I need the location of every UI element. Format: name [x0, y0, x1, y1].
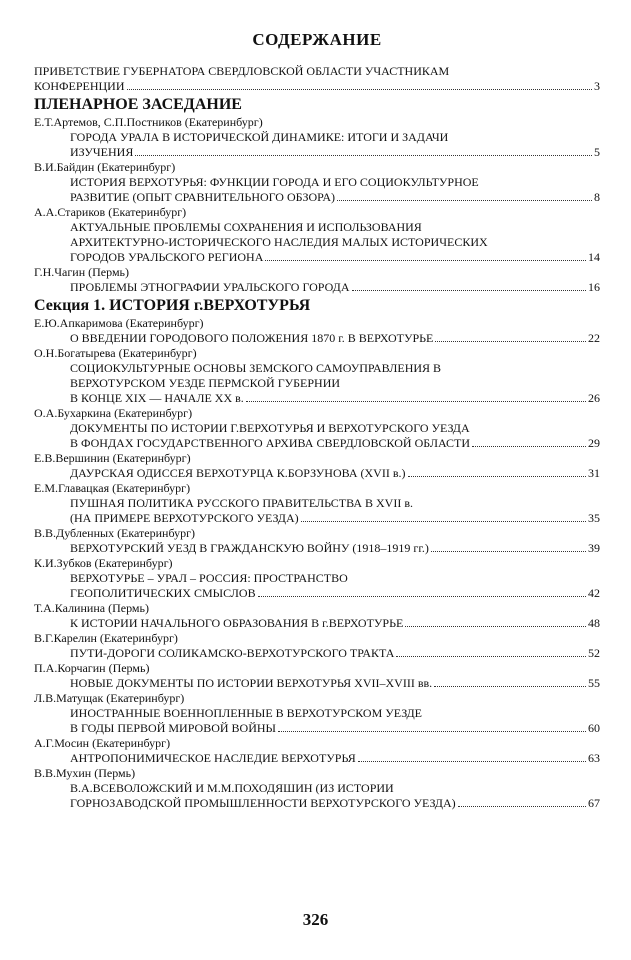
entry-page-number: 14: [588, 250, 600, 264]
entry-author: А.А.Стариков (Екатеринбург): [34, 205, 187, 219]
entry-title-line: ПУТИ-ДОРОГИ СОЛИКАМСКО-ВЕРХОТУРСКОГО ТРАКТА: [70, 646, 395, 660]
leader-dots: [431, 551, 586, 552]
entry-author: О.А.Бухаркина (Екатеринбург): [34, 406, 193, 420]
entry-title-line: НОВЫЕ ДОКУМЕНТЫ ПО ИСТОРИИ ВЕРХОТУРЬЯ XVII–XVIII вв.: [70, 676, 433, 690]
toc-entry: [34, 706, 600, 736]
entry-author: В.Г.Карелин (Екатеринбург): [34, 631, 178, 645]
entry-title-line: ДАУРСКАЯ ОДИССЕЯ ВЕРХОТУРЦА К.БОРЗУНОВА (XVII в.): [70, 466, 406, 480]
toc-entry: [34, 781, 600, 811]
entry-title-line: КОНФЕРЕНЦИИ: [34, 79, 125, 93]
leader-dots: [258, 596, 586, 597]
leader-dots: [434, 686, 586, 687]
entry-title-line: О ВВЕДЕНИИ ГОРОДОВОГО ПОЛОЖЕНИЯ 1870 г. В ВЕРХОТУРЬЕ: [70, 331, 434, 345]
entry-title-row: [70, 190, 600, 205]
entry-page-number: 22: [588, 331, 600, 345]
entry-page-number: 31: [588, 466, 600, 480]
entry-title-line: ВЕРХОТУРСКОМ УЕЗДЕ ПЕРМСКОЙ ГУБЕРНИИ: [70, 376, 341, 390]
entry-title-line: ИЗУЧЕНИЯ: [70, 145, 134, 159]
entry-author: Е.Ю.Апкаримова (Екатеринбург): [34, 316, 204, 330]
entry-title-row: [70, 751, 600, 766]
entry-title-line: В.А.ВСЕВОЛОЖСКИЙ И М.М.ПОХОДЯШИН (ИЗ ИСТОРИИ: [70, 781, 394, 795]
entry-page-number: 26: [588, 391, 600, 405]
toc-entry: [34, 175, 600, 205]
entry-author: Е.Т.Артемов, С.П.Постников (Екатеринбург): [34, 115, 263, 129]
entry-author: В.В.Мухин (Пермь): [34, 766, 136, 780]
entry-title-line: АРХИТЕКТУРНО-ИСТОРИЧЕСКОГО НАСЛЕДИЯ МАЛЫХ ИСТОРИЧЕСКИХ: [70, 235, 488, 249]
entry-page-number: 5: [594, 145, 600, 159]
toc-entry: [34, 751, 600, 766]
entry-author: В.В.Дубленных (Екатеринбург): [34, 526, 196, 540]
entry-title-row: [70, 586, 600, 601]
leader-dots: [246, 401, 586, 402]
leader-dots: [337, 200, 592, 201]
entry-title-row: [70, 280, 600, 295]
entry-title-row: [70, 511, 600, 526]
leader-dots: [435, 341, 586, 342]
entry-title-line: (НА ПРИМЕРЕ ВЕРХОТУРСКОГО УЕЗДА): [70, 511, 299, 525]
leader-dots: [408, 476, 586, 477]
toc-entry: [34, 361, 600, 406]
toc-entry: [34, 676, 600, 691]
leader-dots: [358, 761, 586, 762]
entry-title-line: ПРИВЕТСТВИЕ ГУБЕРНАТОРА СВЕРДЛОВСКОЙ ОБЛАСТИ УЧАСТНИКАМ: [34, 64, 450, 78]
section-heading: Секция 1. ИСТОРИЯ г.ВЕРХОТУРЬЯ: [34, 297, 311, 314]
entry-title-line: АНТРОПОНИМИЧЕСКОЕ НАСЛЕДИЕ ВЕРХОТУРЬЯ: [70, 751, 356, 765]
entry-page-number: 35: [588, 511, 600, 525]
entry-author: А.Г.Мосин (Екатеринбург): [34, 736, 171, 750]
toc-entry: [34, 220, 600, 265]
entry-title-row: [70, 331, 600, 346]
leader-dots: [396, 656, 586, 657]
entry-author: Е.М.Главацкая (Екатеринбург): [34, 481, 191, 495]
entry-title-line: К ИСТОРИИ НАЧАЛЬНОГО ОБРАЗОВАНИЯ В г.ВЕРХОТУРЬЕ: [70, 616, 404, 630]
entry-author: Л.В.Матущак (Екатеринбург): [34, 691, 185, 705]
toc-entry: [34, 616, 600, 631]
entry-title-row: [70, 616, 600, 631]
entry-title-line: ГОРНОЗАВОДСКОЙ ПРОМЫШЛЕННОСТИ ВЕРХОТУРСКОГО УЕЗДА): [70, 796, 456, 810]
page-number: 326: [302, 910, 329, 929]
entry-page-number: 48: [588, 616, 600, 630]
entry-page-number: 3: [594, 79, 600, 93]
entry-title-line: В КОНЦЕ XIX — НАЧАЛЕ XX в.: [70, 391, 244, 405]
entry-title-row: [34, 79, 600, 94]
entry-page-number: 29: [588, 436, 600, 450]
entry-page-number: 60: [588, 721, 600, 735]
entry-page-number: 63: [588, 751, 600, 765]
page-title: СОДЕРЖАНИЕ: [252, 30, 382, 49]
entry-author: К.И.Зубков (Екатеринбург): [34, 556, 173, 570]
entry-title-row: [70, 676, 600, 691]
section-heading: ПЛЕНАРНОЕ ЗАСЕДАНИЕ: [34, 96, 242, 113]
entry-title-row: [70, 145, 600, 160]
toc-entry: [34, 466, 600, 481]
entry-title-line: В ФОНДАХ ГОСУДАРСТВЕННОГО АРХИВА СВЕРДЛОВСКОЙ ОБЛАСТИ: [70, 436, 471, 450]
entry-title-line: ВЕРХОТУРЬЕ – УРАЛ – РОССИЯ: ПРОСТРАНСТВО: [70, 571, 348, 585]
entry-title-row: [70, 436, 600, 451]
entry-author: О.Н.Богатырева (Екатеринбург): [34, 346, 197, 360]
entry-title-row: [70, 391, 600, 406]
toc-entry: [34, 280, 600, 295]
toc-entry: [34, 130, 600, 160]
toc-page: [34, 30, 600, 811]
entry-title-row: [70, 541, 600, 556]
entry-author: П.А.Корчагин (Пермь): [34, 661, 150, 675]
entry-title-line: ВЕРХОТУРСКИЙ УЕЗД В ГРАЖДАНСКУЮ ВОЙНУ (1918–1919 гг.): [70, 541, 429, 555]
entry-title-row: [70, 721, 600, 736]
leader-dots: [135, 155, 592, 156]
entry-title-line: ГЕОПОЛИТИЧЕСКИХ СМЫСЛОВ: [70, 586, 256, 600]
entry-page-number: 52: [588, 646, 600, 660]
entry-title-line: СОЦИОКУЛЬТУРНЫЕ ОСНОВЫ ЗЕМСКОГО САМОУПРАВЛЕНИЯ В: [70, 361, 442, 375]
entry-title-line: В ГОДЫ ПЕРВОЙ МИРОВОЙ ВОЙНЫ: [70, 721, 276, 735]
entry-title-line: ИНОСТРАННЫЕ ВОЕННОПЛЕННЫЕ В ВЕРХОТУРСКОМ УЕЗДЕ: [70, 706, 423, 720]
entry-title-line: ГОРОДА УРАЛА В ИСТОРИЧЕСКОЙ ДИНАМИКЕ: ИТОГИ И ЗАДАЧИ: [70, 130, 449, 144]
entry-title-line: ГОРОДОВ УРАЛЬСКОГО РЕГИОНА: [70, 250, 264, 264]
toc-entry: [34, 331, 600, 346]
leader-dots: [458, 806, 586, 807]
entry-title-row: [70, 796, 600, 811]
greeting-entry: [34, 64, 600, 94]
entry-title-line: ИСТОРИЯ ВЕРХОТУРЬЯ: ФУНКЦИИ ГОРОДА И ЕГО СОЦИОКУЛЬТУРНОЕ: [70, 175, 479, 189]
leader-dots: [301, 521, 586, 522]
leader-dots: [405, 626, 586, 627]
entry-title-line: ПУШНАЯ ПОЛИТИКА РУССКОГО ПРАВИТЕЛЬСТВА В XVII в.: [70, 496, 413, 510]
entry-author: Е.В.Вершинин (Екатеринбург): [34, 451, 191, 465]
leader-dots: [127, 89, 592, 90]
entry-author: Г.Н.Чагин (Пермь): [34, 265, 130, 279]
entry-page-number: 39: [588, 541, 600, 555]
leader-dots: [265, 260, 586, 261]
leader-dots: [352, 290, 587, 291]
toc-entry: [34, 421, 600, 451]
entry-author: Т.А.Калинина (Пермь): [34, 601, 149, 615]
entry-title-row: [70, 646, 600, 661]
entry-title-line: ПРОБЛЕМЫ ЭТНОГРАФИИ УРАЛЬСКОГО ГОРОДА: [70, 280, 350, 294]
toc-sections: [34, 96, 600, 811]
entry-page-number: 42: [588, 586, 600, 600]
entry-page-number: 8: [594, 190, 600, 204]
entry-title-line: РАЗВИТИЕ (ОПЫТ СРАВНИТЕЛЬНОГО ОБЗОРА): [70, 190, 335, 204]
entry-title-row: [70, 250, 600, 265]
toc-entry: [34, 496, 600, 526]
toc-entry: [34, 571, 600, 601]
entry-title-line: ДОКУМЕНТЫ ПО ИСТОРИИ Г.ВЕРХОТУРЬЯ И ВЕРХОТУРСКОГО УЕЗДА: [70, 421, 470, 435]
leader-dots: [472, 446, 586, 447]
entry-page-number: 55: [588, 676, 600, 690]
leader-dots: [278, 731, 586, 732]
entry-title-row: [70, 466, 600, 481]
toc-entry: [34, 646, 600, 661]
entry-page-number: 16: [588, 280, 600, 294]
toc-entry: [34, 541, 600, 556]
entry-author: В.И.Байдин (Екатеринбург): [34, 160, 176, 174]
entry-page-number: 67: [588, 796, 600, 810]
entry-title-line: АКТУАЛЬНЫЕ ПРОБЛЕМЫ СОХРАНЕНИЯ И ИСПОЛЬЗОВАНИЯ: [70, 220, 422, 234]
